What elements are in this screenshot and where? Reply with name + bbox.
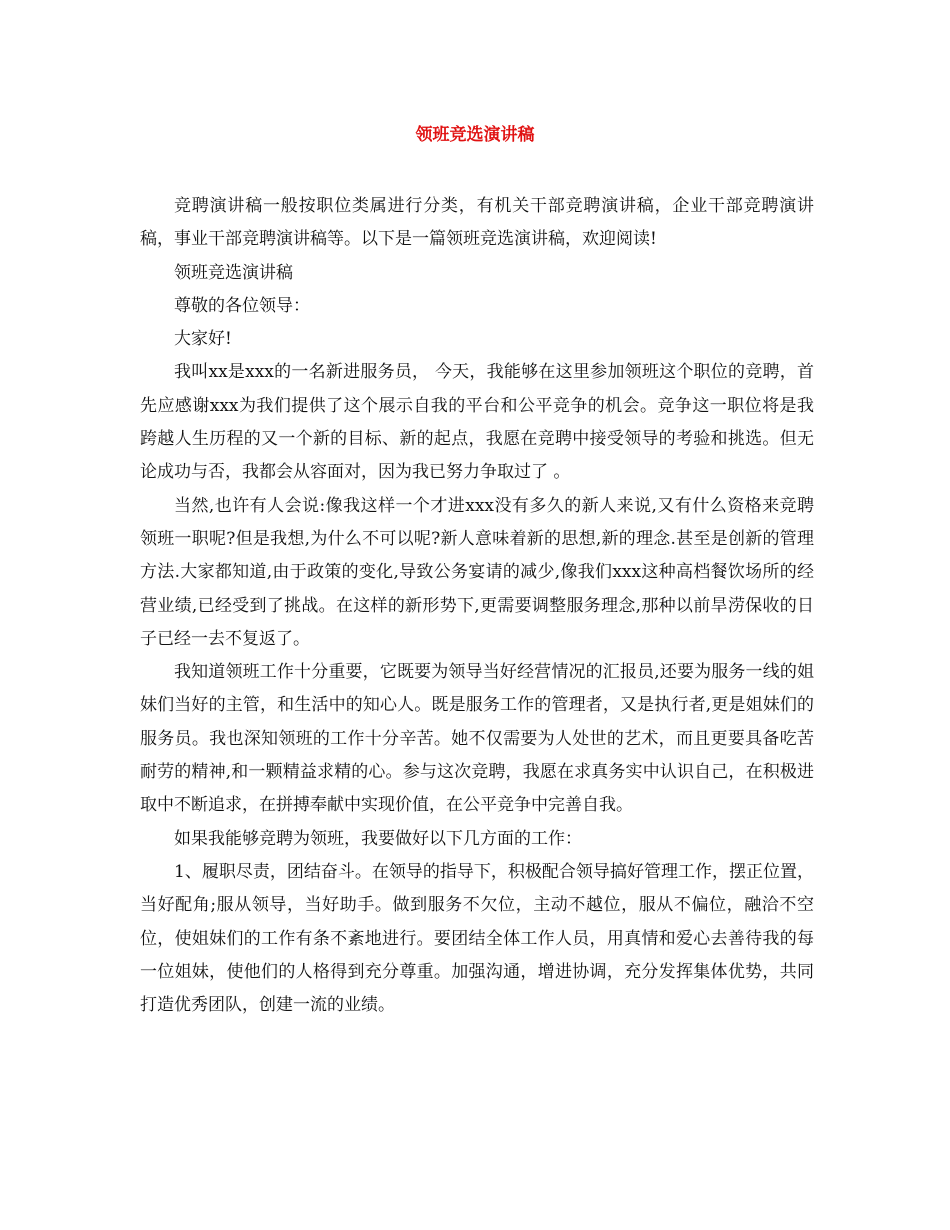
paragraph-intro: 竞聘演讲稿一般按职位类属进行分类，有机关干部竞聘演讲稿，企业干部竞聘演讲稿，事业干部竞聘演讲稿等。以下是一篇领班竞选演讲稿，欢迎阅读! bbox=[140, 196, 814, 250]
paragraph-role-importance: 我知道领班工作十分重要，它既要为领导当好经营情况的汇报员,还要为服务一线的姐妹们当好的主管，和生活中的知心人。既是服务工作的管理者，又是执行者,更是姐妹们的服务员。我也深知领班的工作十分辛苦。她不仅需要为人处世的艺术，而且更要具备吃苦耐劳的精神,和一颗精益求精的心。参与这次竞聘，我愿在求真务实中认识自己，在积极进取中不断追求，在拼搏奉献中实现价值，在公平竞争中完善自我。 bbox=[140, 662, 814, 816]
paragraph-self-introduction: 我叫xx是xxx的一名新进服务员， 今天，我能够在这里参加领班这个职位的竞聘，首先应感谢xxx为我们提供了这个展示自我的平台和公平竞争的机会。竞争这一职位将是我跨越人生历程的又一个新的目标、新的起点，我愿在竞聘中接受领导的考验和挑选。但无论成功与否，我都会从容面对，因为我已努力争取过了 。 bbox=[140, 362, 814, 483]
document-body bbox=[140, 190, 814, 1022]
document-title: 领班竞选演讲稿 bbox=[415, 125, 535, 145]
paragraph-salutation: 尊敬的各位领导： bbox=[174, 295, 310, 316]
paragraph-newcomer: 当然,也许有人会说:像我这样一个才进xxx没有多久的新人来说,又有什么资格来竞聘领班一职呢?但是我想,为什么不可以呢?新人意味着新的思想,新的理念.甚至是创新的管理方法.大家都知道,由于政策的变化,导致公务宴请的减少,像我们xxx这种高档餐饮场所的经营业绩,已经受到了挑战。在这样的新形势下,更需要调整服务理念,那种以前旱涝保收的日子已经一去不复返了。 bbox=[140, 495, 814, 649]
paragraph-subtitle: 领班竞选演讲稿 bbox=[174, 262, 293, 283]
paragraph-plan-item-1: 1、履职尽责，团结奋斗。在领导的指导下，积极配合领导搞好管理工作，摆正位置，当好配角;服从领导，当好助手。做到服务不欠位，主动不越位，服从不偏位，融洽不空位，使姐妹们的工作有条不紊地进行。要团结全体工作人员，用真情和爱心去善待我的每一位姐妹，使他们的人格得到充分尊重。加强沟通，增进协调，充分发挥集体优势，共同打造优秀团队，创建一流的业绩。 bbox=[140, 861, 814, 1016]
paragraph-greeting: 大家好! bbox=[174, 329, 232, 350]
paragraph-plan-intro: 如果我能够竞聘为领班，我要做好以下几方面的工作： bbox=[174, 828, 582, 849]
